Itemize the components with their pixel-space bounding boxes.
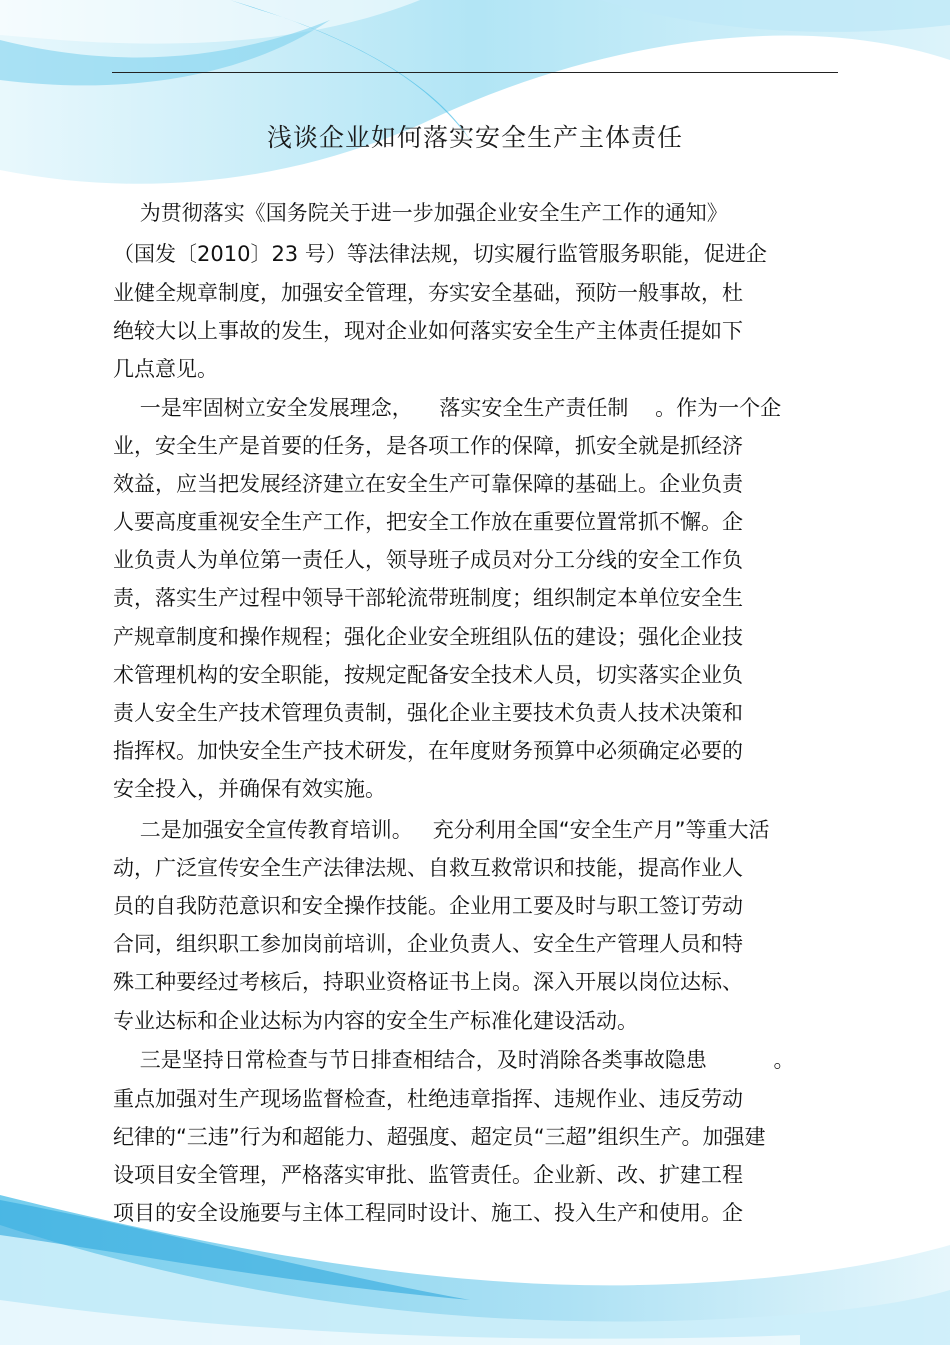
text-line: 人要高度重视安全生产工作，把安全工作放在重要位置常抓不懈。企	[113, 510, 743, 534]
text-line: 殊工种要经过考核后，持职业资格证书上岗。深入开展以岗位达标、	[113, 970, 743, 994]
text-line: 纪律的“三违”行为和超能力、超强度、超定员“三超”组织生产。加强建	[113, 1125, 766, 1149]
text-line: 专业达标和企业达标为内容的安全生产标准化建设活动。	[113, 1009, 638, 1033]
text-line: 产规章制度和操作规程；强化企业安全班组队伍的建设；强化企业技	[113, 625, 743, 649]
text-line: 动，广泛宣传安全生产法律法规、自救互救常识和技能，提高作业人	[113, 856, 743, 880]
text-line: 一是牢固树立安全发展理念， 落实安全生产责任制 。作为一个企	[113, 396, 782, 420]
text-line: 绝较大以上事故的发生，现对企业如何落实安全生产主体责任提如下	[113, 319, 743, 343]
text-line: 几点意见。	[113, 357, 218, 381]
text-line: 责，落实生产过程中领导干部轮流带班制度；组织制定本单位安全生	[113, 586, 743, 610]
text-line: 项目的安全设施要与主体工程同时设计、施工、投入生产和使用。企	[113, 1201, 743, 1225]
text-line: 设项目安全管理，严格落实审批、监管责任。企业新、改、扩建工程	[113, 1163, 743, 1187]
header-rule	[112, 72, 838, 73]
text-line: 三是坚持日常检查与节日排查相结合，及时消除各类事故隐患 。	[113, 1048, 795, 1072]
text-line: 业负责人为单位第一责任人，领导班子成员对分工分线的安全工作负	[113, 548, 743, 572]
text-line: 安全投入，并确保有效实施。	[113, 777, 386, 801]
document-title: 浅谈企业如何落实安全生产主体责任	[266, 123, 683, 152]
text-line: （国发〔2010〕23 号）等法律法规，切实履行监管服务职能，促进企	[113, 242, 767, 266]
text-line: 业，安全生产是首要的任务，是各项工作的保障，抓安全就是抓经济	[113, 434, 743, 458]
text-line: 员的自我防范意识和安全操作技能。企业用工要及时与职工签订劳动	[113, 894, 743, 918]
text-line: 术管理机构的安全职能，按规定配备安全技术人员，切实落实企业负	[113, 663, 743, 687]
text-line: 合同，组织职工参加岗前培训，企业负责人、安全生产管理人员和特	[113, 932, 743, 956]
text-line: 业健全规章制度，加强安全管理，夯实安全基础，预防一般事故，杜	[113, 281, 743, 305]
text-line: 为贯彻落实《国务院关于进一步加强企业安全生产工作的通知》	[113, 201, 728, 225]
text-line: 二是加强安全宣传教育培训。 充分利用全国“安全生产月”等重大活	[113, 818, 770, 842]
text-line: 效益，应当把发展经济建立在安全生产可靠保障的基础上。企业负责	[113, 472, 743, 496]
text-line: 指挥权。加快安全生产技术研发，在年度财务预算中必须确定必要的	[113, 739, 743, 763]
text-line: 责人安全生产技术管理负责制，强化企业主要技术负责人技术决策和	[113, 701, 743, 725]
text-line: 重点加强对生产现场监督检查，杜绝违章指挥、违规作业、违反劳动	[113, 1087, 743, 1111]
